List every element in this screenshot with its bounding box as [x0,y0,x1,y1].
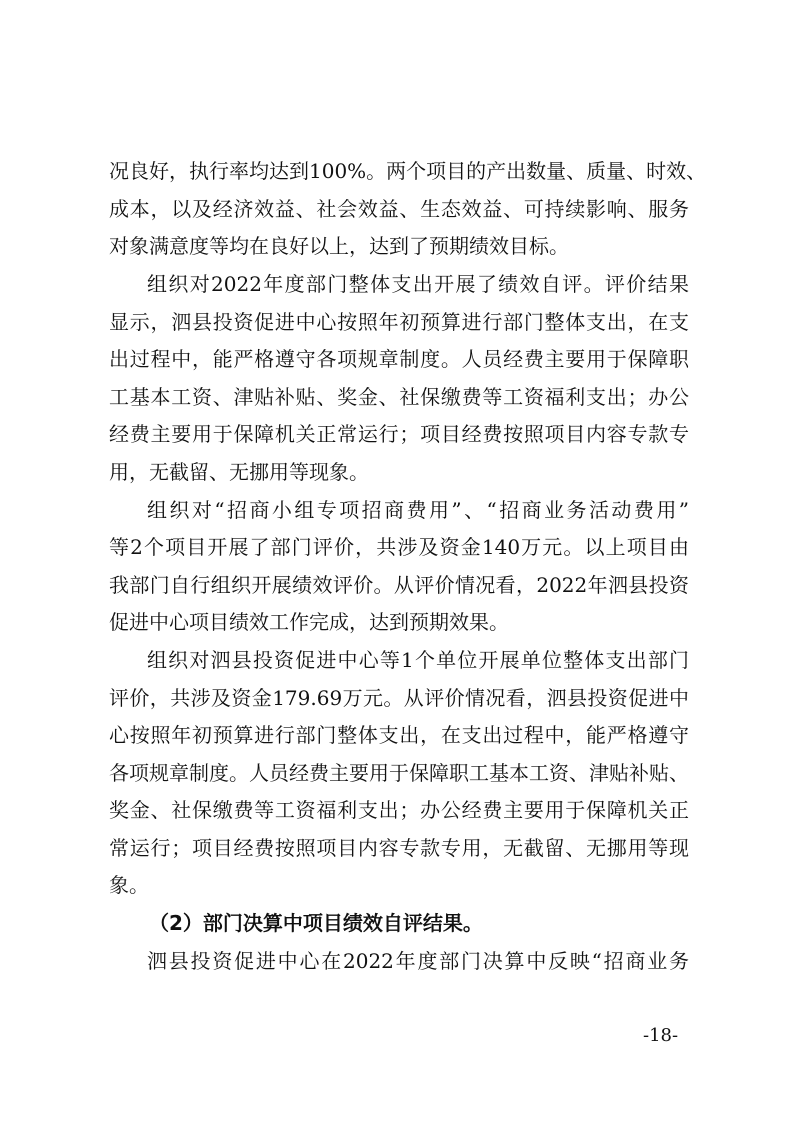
paragraph-line: 象。 [109,873,149,897]
paragraph-line: 工基本工资、津贴补贴、奖金、社保缴费等工资福利支出；办公 [109,385,689,409]
paragraph-line: 成本，以及经济效益、社会效益、生态效益、可持续影响、服务 [109,197,689,221]
paragraph-line: 各项规章制度。人员经费主要用于保障职工基本工资、津贴补贴、 [109,761,689,785]
page-number: -18- [643,1025,679,1046]
paragraph-line: 心按照年初预算进行部门整体支出，在支出过程中，能严格遵守 [109,723,689,747]
paragraph-line: 况良好，执行率均达到100%。两个项目的产出数量、质量、时效、 [109,159,707,183]
section-heading: （2）部门决算中项目绩效自评结果。 [149,911,483,935]
paragraph-line: 常运行；项目经费按照项目内容专款专用，无截留、无挪用等现 [109,836,689,860]
paragraph-line: 用，无截留、无挪用等现象。 [109,460,369,484]
paragraph-line: 我部门自行组织开展绩效评价。从评价情况看，2022年泗县投资 [109,573,689,597]
paragraph-line: 等2个项目开展了部门评价，共涉及资金140万元。以上项目由 [109,535,689,559]
paragraph-line: 组织对泗县投资促进中心等1个单位开展单位整体支出部门 [147,648,689,672]
paragraph-line: 对象满意度等均在良好以上，达到了预期绩效目标。 [109,234,569,258]
paragraph-line: 组织对2022年度部门整体支出开展了绩效自评。评价结果 [147,272,689,296]
paragraph-line: 经费主要用于保障机关正常运行；项目经费按照项目内容专款专 [109,422,689,446]
paragraph-line: 评价，共涉及资金179.69万元。从评价情况看，泗县投资促进中 [109,686,689,710]
paragraph-line: 促进中心项目绩效工作完成，达到预期效果。 [109,610,509,634]
paragraph-line: 泗县投资促进中心在2022年度部门决算中反映“招商业务 [147,949,689,973]
paragraph-line: 出过程中，能严格遵守各项规章制度。人员经费主要用于保障职 [109,347,689,371]
paragraph-line: 组织对“招商小组专项招商费用”、“招商业务活动费用” [147,498,689,522]
paragraph-line: 显示，泗县投资促进中心按照年初预算进行部门整体支出，在支 [109,310,689,334]
paragraph-line: 奖金、社保缴费等工资福利支出；办公经费主要用于保障机关正 [109,798,689,822]
